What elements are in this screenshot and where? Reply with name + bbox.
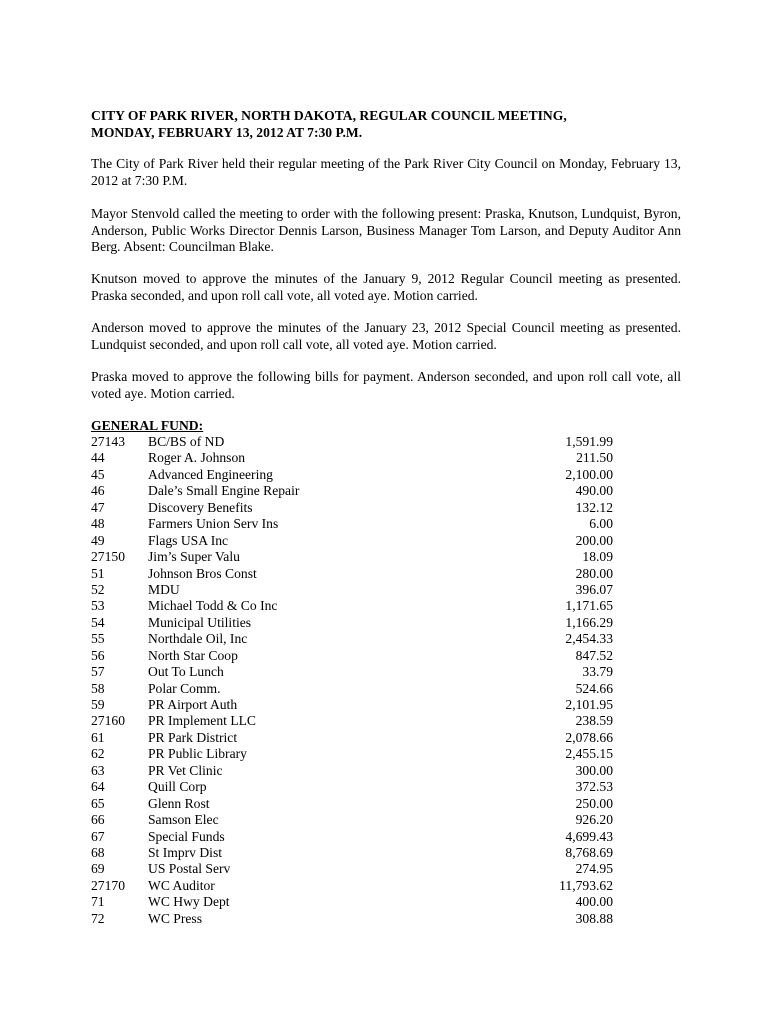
ledger-row [91,861,621,877]
minutes-approval-paragraph-1: Knutson moved to approve the minutes of the January 9, 2012 Regular Council meeting as presented. Praska seconded, and upon roll call vote, all voted aye. Motion carried. [91,271,681,303]
payee-name: WC Hwy Dept [148,894,230,910]
ledger-row [91,796,621,812]
payee-name: Polar Comm. [148,680,221,696]
check-number: 68 [91,844,105,860]
check-number: 48 [91,516,105,532]
ledger-row [91,615,621,631]
payment-amount: 2,455.15 [565,746,613,762]
check-number: 56 [91,647,105,663]
payee-name: Samson Elec [148,812,219,828]
payee-name: Advanced Engineering [148,466,273,482]
check-number: 51 [91,565,105,581]
check-number: 55 [91,631,105,647]
ledger-row [91,598,621,614]
bills-approval-paragraph: Praska moved to approve the following bills for payment. Anderson seconded, and upon roll call vote, all voted aye. Motion carried. [91,369,681,401]
ledger-row [91,894,621,910]
check-number: 54 [91,614,105,630]
ledger-row [91,631,621,647]
payment-amount: 1,171.65 [565,598,613,614]
check-number: 27170 [91,877,125,893]
payment-amount: 280.00 [575,565,613,581]
ledger-row [91,500,621,516]
payment-amount: 490.00 [575,483,613,499]
check-number: 52 [91,581,105,597]
ledger-row [91,779,621,795]
check-number: 72 [91,910,105,926]
payee-name: Roger A. Johnson [148,450,246,466]
payment-amount: 400.00 [575,894,613,910]
payment-amount: 274.95 [575,861,613,877]
payee-name: Dale’s Small Engine Repair [148,483,300,499]
payment-amount: 6.00 [589,516,613,532]
ledger-row [91,566,621,582]
check-number: 44 [91,450,105,466]
check-number: 63 [91,762,105,778]
ledger-row [91,664,621,680]
meeting-title [91,108,691,141]
payee-name: Jim’s Super Valu [148,549,240,565]
intro-paragraph: The City of Park River held their regular meeting of the Park River City Council on Monday, February 13, 2012 at 7:30 P.M. [91,156,681,188]
payment-amount: 396.07 [575,581,613,597]
ledger-row [91,434,621,450]
payment-amount: 524.66 [575,680,613,696]
ledger-row [91,582,621,598]
check-number: 59 [91,697,105,712]
payee-name: Discovery Benefits [148,499,253,515]
ledger-row [91,911,621,927]
check-number: 71 [91,894,105,910]
payee-name: WC Auditor [148,877,215,893]
payment-amount: 200.00 [575,532,613,548]
check-number: 27143 [91,434,125,449]
ledger-row [91,878,621,894]
payment-amount: 33.79 [582,664,613,680]
check-number: 45 [91,466,105,482]
check-number: 47 [91,499,105,515]
payee-name: Out To Lunch [148,664,224,680]
check-number: 65 [91,795,105,811]
payee-name: Flags USA Inc [148,532,229,548]
ledger-row [91,713,621,729]
payment-amount: 308.88 [575,910,613,926]
payee-name: Quill Corp [148,779,207,795]
payment-amount: 2,100.00 [565,466,613,482]
payment-amount: 211.50 [576,450,613,466]
check-number: 58 [91,680,105,696]
ledger-row [91,812,621,828]
ledger-row [91,483,621,499]
payee-name: Michael Todd & Co Inc [148,598,278,614]
payment-amount: 132.12 [575,499,613,515]
payment-amount: 372.53 [575,779,613,795]
ledger-row [91,845,621,861]
payee-name: US Postal Serv [148,861,231,877]
ledger-row [91,648,621,664]
ledger-row [91,730,621,746]
general-fund-heading: GENERAL FUND: [91,418,204,433]
check-number: 61 [91,729,105,745]
check-number: 49 [91,532,105,548]
payee-name: MDU [148,581,180,597]
title-line-1: CITY OF PARK RIVER, NORTH DAKOTA, REGULAR COUNCIL MEETING, [91,108,567,123]
payment-amount: 926.20 [575,812,613,828]
ledger-row [91,549,621,565]
payment-amount: 18.09 [582,549,613,565]
check-number: 64 [91,779,105,795]
payee-name: PR Public Library [148,746,247,762]
check-number: 67 [91,828,105,844]
check-number: 27160 [91,713,125,729]
payee-name: Northdale Oil, Inc [148,631,248,647]
ledger-row [91,746,621,762]
general-fund-ledger [91,434,621,927]
payee-name: Glenn Rost [148,795,210,811]
ledger-row [91,763,621,779]
check-number: 46 [91,483,105,499]
check-number: 53 [91,598,105,614]
payee-name: WC Press [148,910,202,926]
ledger-row [91,681,621,697]
ledger-row [91,829,621,845]
payee-name: BC/BS of ND [148,434,225,449]
payment-amount: 300.00 [575,762,613,778]
payment-amount: 4,699.43 [565,828,613,844]
payment-amount: 2,078.66 [565,729,613,745]
payee-name: Farmers Union Serv Ins [148,516,279,532]
payment-amount: 847.52 [575,647,613,663]
payee-name: Municipal Utilities [148,614,252,630]
payment-amount: 2,454.33 [565,631,613,647]
payment-amount: 1,591.99 [565,434,613,449]
check-number: 66 [91,812,105,828]
payment-amount: 250.00 [575,795,613,811]
ledger-row [91,450,621,466]
payee-name: PR Park District [148,729,238,745]
payee-name: PR Airport Auth [148,697,238,712]
payee-name: PR Implement LLC [148,713,256,729]
ledger-row [91,516,621,532]
payment-amount: 2,101.95 [565,697,613,712]
payment-amount: 1,166.29 [565,614,613,630]
payee-name: St Imprv Dist [148,844,223,860]
title-line-2: MONDAY, FEBRUARY 13, 2012 AT 7:30 P.M. [91,124,363,140]
payee-name: North Star Coop [148,647,238,663]
attendance-paragraph: Mayor Stenvold called the meeting to order with the following present: Praska, Knutson, Lundquist, Byron, Anderson, Public Works Director Dennis Larson, Business Manager Tom Larson, and Deputy Auditor Ann Berg. Absent: Councilman Blake. [91,206,681,254]
check-number: 57 [91,664,105,680]
payee-name: PR Vet Clinic [148,762,223,778]
ledger-row [91,533,621,549]
check-number: 69 [91,861,105,877]
payment-amount: 8,768.69 [565,844,613,860]
payment-amount: 11,793.62 [559,877,613,893]
minutes-approval-paragraph-2: Anderson moved to approve the minutes of the January 23, 2012 Special Council meeting as presented. Lundquist seconded, and upon roll call vote, all voted aye. Motion carried. [91,320,681,352]
payment-amount: 238.59 [575,713,613,729]
ledger-row [91,467,621,483]
check-number: 27150 [91,549,125,565]
ledger-row [91,697,621,713]
check-number: 62 [91,746,105,762]
payee-name: Johnson Bros Const [148,565,257,581]
payee-name: Special Funds [148,828,225,844]
